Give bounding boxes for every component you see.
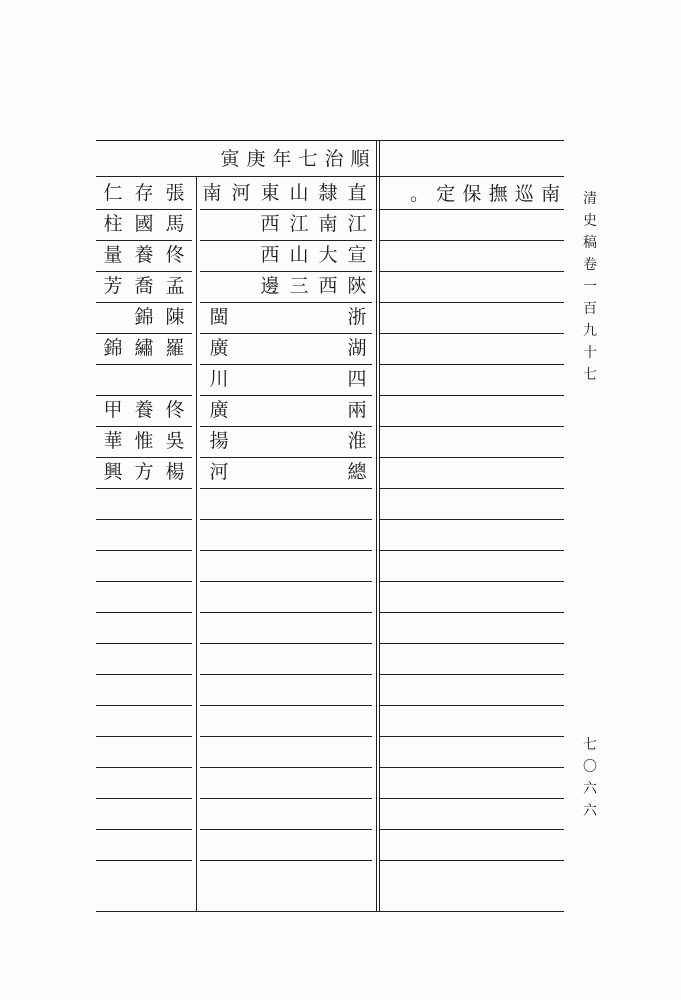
official-char: 錦 xyxy=(103,337,123,359)
row-rule xyxy=(380,333,564,334)
table-bottom-rule xyxy=(96,911,564,912)
margin-char: 稿 xyxy=(583,235,597,251)
margin-char: 六 xyxy=(583,781,597,797)
row-rule xyxy=(96,829,192,830)
row-rule xyxy=(96,581,192,582)
region-char: 西 xyxy=(260,244,280,266)
official-char: 養 xyxy=(134,399,154,421)
row-rule xyxy=(200,488,372,489)
official-char: 柱 xyxy=(103,213,123,235)
official-char: 錦 xyxy=(134,306,154,328)
row-rule xyxy=(380,426,564,427)
region-char: 浙 xyxy=(347,306,367,328)
official-char: 甲 xyxy=(103,399,123,421)
row-rule xyxy=(96,209,192,210)
page-number xyxy=(580,734,600,822)
region-char: 川 xyxy=(209,368,229,390)
note-char: 南 xyxy=(540,183,560,205)
column-divider-right-2 xyxy=(379,140,380,911)
region-char: 南 xyxy=(202,182,222,204)
official-char: 陳 xyxy=(165,306,185,328)
row-rule xyxy=(200,581,372,582)
row-rule xyxy=(96,550,192,551)
region-char: 廣 xyxy=(209,337,229,359)
note-text xyxy=(410,181,560,207)
region-char: 四 xyxy=(347,368,367,390)
region-char: 河 xyxy=(231,182,251,204)
note-char: 撫 xyxy=(488,183,508,205)
header-char: 寅 xyxy=(220,148,240,170)
region-char: 總 xyxy=(347,461,367,483)
row-rule xyxy=(96,643,192,644)
row-rule xyxy=(380,860,564,861)
note-char: 巡 xyxy=(514,183,534,205)
region-char: 陝 xyxy=(347,275,367,297)
row-rule xyxy=(380,364,564,365)
official-char: 存 xyxy=(134,182,154,204)
header-char: 七 xyxy=(298,148,318,170)
official-char: 惟 xyxy=(134,430,154,452)
region-char: 江 xyxy=(347,213,367,235)
official-char: 方 xyxy=(134,461,154,483)
header-char: 年 xyxy=(272,148,292,170)
region-char: 淮 xyxy=(347,430,367,452)
region-char: 西 xyxy=(260,213,280,235)
row-rule xyxy=(200,426,372,427)
column-divider-left xyxy=(196,176,197,911)
official-char: 馬 xyxy=(165,213,185,235)
region-char: 隸 xyxy=(318,182,338,204)
region-char: 揚 xyxy=(209,430,229,452)
row-rule xyxy=(200,364,372,365)
official-char: 佟 xyxy=(165,244,185,266)
row-rule xyxy=(200,705,372,706)
row-rule xyxy=(380,271,564,272)
row-rule xyxy=(200,612,372,613)
region-char: 直 xyxy=(347,182,367,204)
row-rule xyxy=(380,674,564,675)
margin-title xyxy=(580,188,600,386)
row-rule xyxy=(380,736,564,737)
header-char: 順 xyxy=(350,148,370,170)
official-char: 孟 xyxy=(165,275,185,297)
row-rule xyxy=(96,488,192,489)
region-char: 三 xyxy=(289,275,309,297)
region-char: 湖 xyxy=(347,337,367,359)
header-rule xyxy=(96,176,564,177)
row-rule xyxy=(96,736,192,737)
row-rule xyxy=(96,674,192,675)
row-rule xyxy=(96,302,192,303)
row-rule xyxy=(380,395,564,396)
row-rule xyxy=(200,457,372,458)
row-rule xyxy=(96,457,192,458)
region-char: 宣 xyxy=(347,244,367,266)
row-rule xyxy=(96,705,192,706)
row-rule xyxy=(200,767,372,768)
official-char: 羅 xyxy=(165,337,185,359)
official-char: 楊 xyxy=(165,461,185,483)
row-rule xyxy=(96,798,192,799)
row-rule xyxy=(200,736,372,737)
row-rule xyxy=(380,488,564,489)
official-char: 養 xyxy=(134,244,154,266)
header-char: 治 xyxy=(324,148,344,170)
margin-char: 百 xyxy=(583,301,597,317)
official-char: 吳 xyxy=(165,430,185,452)
row-rule xyxy=(200,519,372,520)
official-char: 佟 xyxy=(165,399,185,421)
region-char: 廣 xyxy=(209,399,229,421)
margin-char: 清 xyxy=(583,191,597,207)
row-rule xyxy=(380,829,564,830)
row-rule xyxy=(200,271,372,272)
row-rule xyxy=(200,395,372,396)
margin-char: 史 xyxy=(583,213,597,229)
column-divider-right xyxy=(376,140,377,911)
row-rule xyxy=(380,705,564,706)
official-char: 國 xyxy=(134,213,154,235)
official-char: 張 xyxy=(165,182,185,204)
official-char: 喬 xyxy=(134,275,154,297)
region-char: 河 xyxy=(209,461,229,483)
row-rule xyxy=(96,240,192,241)
row-rule xyxy=(200,643,372,644)
region-char: 閩 xyxy=(209,306,229,328)
region-char: 南 xyxy=(318,213,338,235)
row-rule xyxy=(200,333,372,334)
row-rule xyxy=(380,302,564,303)
row-rule xyxy=(200,798,372,799)
row-rule xyxy=(96,612,192,613)
region-char: 山 xyxy=(289,182,309,204)
margin-char: 一 xyxy=(583,279,597,295)
row-rule xyxy=(200,209,372,210)
row-rule xyxy=(200,302,372,303)
row-rule xyxy=(380,767,564,768)
row-rule xyxy=(380,457,564,458)
row-rule xyxy=(200,860,372,861)
note-char: 保 xyxy=(462,183,482,205)
official-char: 仁 xyxy=(103,182,123,204)
row-rule xyxy=(200,550,372,551)
row-rule xyxy=(96,519,192,520)
official-char: 華 xyxy=(103,430,123,452)
row-rule xyxy=(96,333,192,334)
row-rule xyxy=(96,767,192,768)
margin-char: 九 xyxy=(583,323,597,339)
official-char: 量 xyxy=(103,244,123,266)
row-rule xyxy=(200,829,372,830)
row-rule xyxy=(200,240,372,241)
region-char: 西 xyxy=(318,275,338,297)
margin-char: 七 xyxy=(583,367,597,383)
row-rule xyxy=(380,209,564,210)
table-top-rule xyxy=(96,140,564,141)
row-rule xyxy=(96,271,192,272)
margin-char: 卷 xyxy=(583,257,597,273)
header-char: 庚 xyxy=(246,148,266,170)
row-rule xyxy=(96,395,192,396)
row-rule xyxy=(380,581,564,582)
margin-char: 十 xyxy=(583,345,597,361)
note-char: 。 xyxy=(410,183,430,205)
row-rule xyxy=(380,643,564,644)
row-rule xyxy=(96,860,192,861)
official-char: 興 xyxy=(103,461,123,483)
row-rule xyxy=(96,364,192,365)
row-rule xyxy=(380,519,564,520)
region-char: 大 xyxy=(318,244,338,266)
margin-char: 〇 xyxy=(583,759,597,775)
row-rule xyxy=(96,426,192,427)
region-char: 兩 xyxy=(347,399,367,421)
official-char: 繡 xyxy=(134,337,154,359)
margin-char: 七 xyxy=(583,737,597,753)
region-char: 東 xyxy=(260,182,280,204)
note-char: 定 xyxy=(436,183,456,205)
row-rule xyxy=(380,550,564,551)
region-char: 邊 xyxy=(260,275,280,297)
table-header xyxy=(200,146,372,172)
row-rule xyxy=(200,674,372,675)
row-rule xyxy=(380,798,564,799)
row-rule xyxy=(380,240,564,241)
region-char: 山 xyxy=(289,244,309,266)
official-char: 芳 xyxy=(103,275,123,297)
region-char: 江 xyxy=(289,213,309,235)
margin-char: 六 xyxy=(583,803,597,819)
row-rule xyxy=(380,612,564,613)
